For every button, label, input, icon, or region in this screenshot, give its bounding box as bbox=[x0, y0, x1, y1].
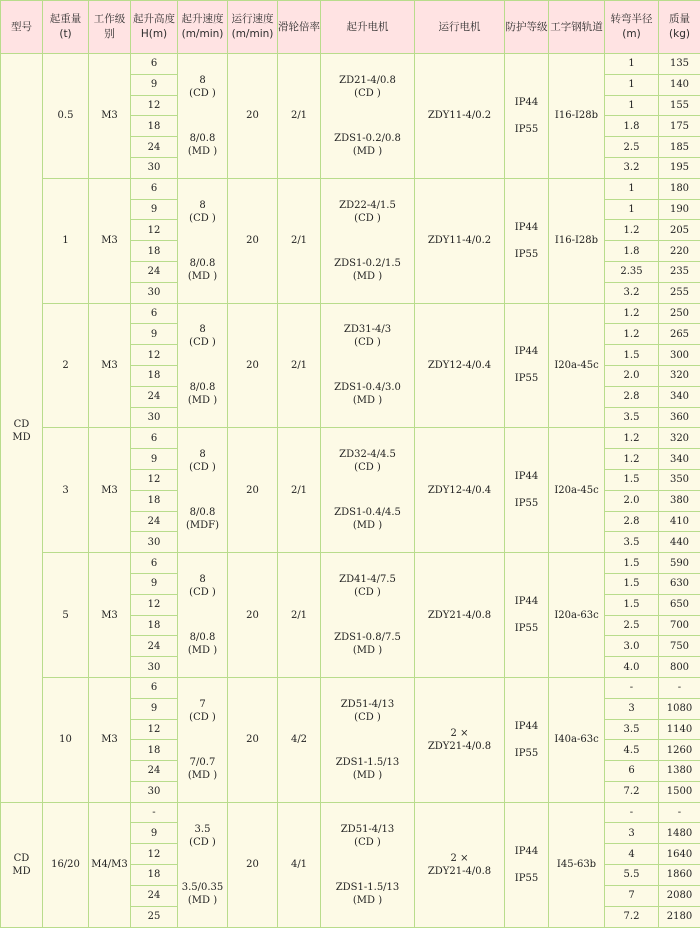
lift-speed-cell bbox=[178, 303, 228, 428]
lift-speed-cell bbox=[178, 553, 228, 678]
height-cell: 30 bbox=[131, 282, 178, 303]
column-header: 防护等级 bbox=[505, 1, 549, 54]
mass-cell: 440 bbox=[659, 532, 700, 553]
lift-motor-cell bbox=[321, 802, 415, 927]
pulley-ratio-cell: 2/1 bbox=[278, 553, 321, 678]
height-cell: 18 bbox=[131, 365, 178, 386]
height-cell: 18 bbox=[131, 116, 178, 137]
height-cell: 18 bbox=[131, 615, 178, 636]
protection-ip44: IP44 bbox=[514, 346, 539, 358]
travel-speed-cell: 20 bbox=[228, 428, 278, 553]
mass-cell: 190 bbox=[659, 199, 700, 220]
radius-cell: 1 bbox=[605, 95, 659, 116]
height-cell: 30 bbox=[131, 407, 178, 428]
table-row bbox=[1, 428, 700, 449]
radius-cell: 3.2 bbox=[605, 157, 659, 178]
mass-cell: 340 bbox=[659, 449, 700, 470]
mass-cell: 265 bbox=[659, 324, 700, 345]
mass-cell: 1080 bbox=[659, 698, 700, 719]
protection-ip55: IP55 bbox=[514, 248, 539, 260]
table-row bbox=[1, 303, 700, 324]
table-row bbox=[1, 54, 700, 75]
column-header: 工作级别 bbox=[89, 1, 131, 54]
pulley-ratio-cell: 2/1 bbox=[278, 178, 321, 303]
table-row bbox=[1, 677, 700, 698]
travel-motor-cell: ZDY21-4/0.8 bbox=[415, 553, 505, 678]
height-cell: 9 bbox=[131, 449, 178, 470]
column-header: 转弯半径 (m) bbox=[605, 1, 659, 54]
radius-cell: 2.8 bbox=[605, 386, 659, 407]
mass-cell: 360 bbox=[659, 407, 700, 428]
column-header: 型号 bbox=[1, 1, 43, 54]
lift-speed-dual: 8/0.8 (MD ) bbox=[187, 132, 218, 157]
radius-cell: 1 bbox=[605, 54, 659, 75]
lift-motor-single: ZD41-4/7.5 (CD ) bbox=[339, 574, 396, 599]
capacity-cell: 10 bbox=[43, 677, 89, 802]
radius-cell: 2.8 bbox=[605, 511, 659, 532]
mass-cell: 175 bbox=[659, 116, 700, 137]
protection-cell bbox=[505, 428, 549, 553]
radius-cell: 2.5 bbox=[605, 137, 659, 158]
rail-cell: I40a-63c bbox=[549, 677, 605, 802]
mass-cell: - bbox=[659, 802, 700, 823]
radius-cell: 2.0 bbox=[605, 490, 659, 511]
rail-cell: I20a-45c bbox=[549, 303, 605, 428]
column-header: 质量 (kg) bbox=[659, 1, 700, 54]
height-cell: 6 bbox=[131, 54, 178, 75]
protection-ip55: IP55 bbox=[514, 623, 539, 635]
height-cell: - bbox=[131, 802, 178, 823]
protection-ip55: IP55 bbox=[514, 373, 539, 385]
mass-cell: 250 bbox=[659, 303, 700, 324]
mass-cell: 700 bbox=[659, 615, 700, 636]
protection-ip55: IP55 bbox=[514, 123, 539, 135]
lift-motor-dual: ZDS1-1.5/13 (MD ) bbox=[335, 756, 400, 781]
work-class-cell: M3 bbox=[89, 677, 131, 802]
lift-speed-dual: 8/0.8 (MD ) bbox=[187, 257, 218, 282]
radius-cell: 3.2 bbox=[605, 282, 659, 303]
height-cell: 12 bbox=[131, 220, 178, 241]
radius-cell: 4.5 bbox=[605, 740, 659, 761]
mass-cell: 350 bbox=[659, 469, 700, 490]
mass-cell: 410 bbox=[659, 511, 700, 532]
protection-cell bbox=[505, 54, 549, 179]
lift-motor-single: ZD21-4/0.8 (CD ) bbox=[339, 74, 396, 99]
pulley-ratio-cell: 4/1 bbox=[278, 802, 321, 927]
work-class-cell: M3 bbox=[89, 178, 131, 303]
mass-cell: 590 bbox=[659, 553, 700, 574]
lift-speed-cell bbox=[178, 54, 228, 179]
protection-cell bbox=[505, 178, 549, 303]
lift-speed-single: 8 (CD ) bbox=[189, 324, 216, 349]
mass-cell: 380 bbox=[659, 490, 700, 511]
lift-motor-dual: ZDS1-0.2/1.5 (MD ) bbox=[334, 257, 401, 282]
rail-cell: I16-I28b bbox=[549, 54, 605, 179]
travel-speed-cell: 20 bbox=[228, 178, 278, 303]
height-cell: 9 bbox=[131, 823, 178, 844]
mass-cell: 1260 bbox=[659, 740, 700, 761]
radius-cell: 1 bbox=[605, 178, 659, 199]
column-header: 滑轮倍率 bbox=[278, 1, 321, 54]
height-cell: 18 bbox=[131, 740, 178, 761]
protection-ip44: IP44 bbox=[514, 221, 539, 233]
radius-cell: 1.8 bbox=[605, 116, 659, 137]
travel-motor-cell: ZDY12-4/0.4 bbox=[415, 303, 505, 428]
radius-cell: 5.5 bbox=[605, 865, 659, 886]
height-cell: 12 bbox=[131, 844, 178, 865]
travel-speed-cell: 20 bbox=[228, 677, 278, 802]
mass-cell: 630 bbox=[659, 573, 700, 594]
radius-cell: 3 bbox=[605, 823, 659, 844]
column-header: 起重量 (t) bbox=[43, 1, 89, 54]
radius-cell: 1.5 bbox=[605, 345, 659, 366]
height-cell: 24 bbox=[131, 511, 178, 532]
height-cell: 18 bbox=[131, 241, 178, 262]
lift-speed-single: 8 (CD ) bbox=[189, 574, 216, 599]
height-cell: 6 bbox=[131, 178, 178, 199]
mass-cell: 320 bbox=[659, 365, 700, 386]
column-header: 运行速度 (m/min) bbox=[228, 1, 278, 54]
mass-cell: 650 bbox=[659, 594, 700, 615]
radius-cell: - bbox=[605, 802, 659, 823]
height-cell: 6 bbox=[131, 677, 178, 698]
travel-speed-cell: 20 bbox=[228, 303, 278, 428]
radius-cell: 1 bbox=[605, 74, 659, 95]
travel-motor-cell: ZDY12-4/0.4 bbox=[415, 428, 505, 553]
model-cell bbox=[1, 802, 43, 927]
pulley-ratio-cell: 2/1 bbox=[278, 303, 321, 428]
height-cell: 24 bbox=[131, 885, 178, 906]
protection-cell bbox=[505, 677, 549, 802]
rail-cell: I45-63b bbox=[549, 802, 605, 927]
work-class-cell: M3 bbox=[89, 54, 131, 179]
lift-speed-single: 7 (CD ) bbox=[189, 698, 216, 723]
lift-speed-dual: 7/0.7 (MD ) bbox=[187, 756, 218, 781]
radius-cell: 1.2 bbox=[605, 449, 659, 470]
radius-cell: 4.0 bbox=[605, 657, 659, 678]
lift-speed-dual: 3.5/0.35 (MD ) bbox=[181, 881, 224, 906]
mass-cell: 155 bbox=[659, 95, 700, 116]
rail-cell: I16-I28b bbox=[549, 178, 605, 303]
radius-cell: 7.2 bbox=[605, 781, 659, 802]
lift-speed-dual: 8/0.8 (MD ) bbox=[187, 382, 218, 407]
mass-cell: 750 bbox=[659, 636, 700, 657]
radius-cell: 3.0 bbox=[605, 636, 659, 657]
lift-speed-single: 8 (CD ) bbox=[189, 199, 216, 224]
table-row bbox=[1, 553, 700, 574]
rail-cell: I20a-45c bbox=[549, 428, 605, 553]
protection-ip44: IP44 bbox=[514, 471, 539, 483]
mass-cell: 205 bbox=[659, 220, 700, 241]
protection-cell bbox=[505, 553, 549, 678]
radius-cell: 7 bbox=[605, 885, 659, 906]
lift-motor-dual: ZDS1-0.8/7.5 (MD ) bbox=[334, 632, 401, 657]
lift-motor-cell bbox=[321, 553, 415, 678]
lift-speed-cell bbox=[178, 677, 228, 802]
capacity-cell: 5 bbox=[43, 553, 89, 678]
height-cell: 6 bbox=[131, 553, 178, 574]
mass-cell: 800 bbox=[659, 657, 700, 678]
work-class-cell: M4/M3 bbox=[89, 802, 131, 927]
radius-cell: 1.2 bbox=[605, 428, 659, 449]
radius-cell: 6 bbox=[605, 761, 659, 782]
capacity-cell: 0.5 bbox=[43, 54, 89, 179]
pulley-ratio-cell: 2/1 bbox=[278, 428, 321, 553]
protection-ip55: IP55 bbox=[514, 498, 539, 510]
capacity-cell: 1 bbox=[43, 178, 89, 303]
protection-cell bbox=[505, 303, 549, 428]
mass-cell: 340 bbox=[659, 386, 700, 407]
height-cell: 12 bbox=[131, 345, 178, 366]
protection-ip55: IP55 bbox=[514, 747, 539, 759]
lift-motor-single: ZD51-4/13 (CD ) bbox=[340, 823, 395, 848]
height-cell: 24 bbox=[131, 137, 178, 158]
work-class-cell: M3 bbox=[89, 553, 131, 678]
mass-cell: 320 bbox=[659, 428, 700, 449]
travel-motor-cell: ZDY11-4/0.2 bbox=[415, 178, 505, 303]
radius-cell: 1 bbox=[605, 199, 659, 220]
protection-cell bbox=[505, 802, 549, 927]
height-cell: 9 bbox=[131, 74, 178, 95]
radius-cell: 3.5 bbox=[605, 532, 659, 553]
height-cell: 24 bbox=[131, 386, 178, 407]
radius-cell: 1.2 bbox=[605, 303, 659, 324]
column-header: 起升电机 bbox=[321, 1, 415, 54]
pulley-ratio-cell: 4/2 bbox=[278, 677, 321, 802]
lift-speed-cell bbox=[178, 428, 228, 553]
mass-cell: 1480 bbox=[659, 823, 700, 844]
mass-cell: 1380 bbox=[659, 761, 700, 782]
mass-cell: 140 bbox=[659, 74, 700, 95]
lift-motor-dual: ZDS1-0.2/0.8 (MD ) bbox=[334, 132, 401, 157]
column-header: 起升高度 H(m) bbox=[131, 1, 178, 54]
radius-cell: 1.5 bbox=[605, 469, 659, 490]
column-header: 起升速度 (m/min) bbox=[178, 1, 228, 54]
height-cell: 9 bbox=[131, 199, 178, 220]
height-cell: 24 bbox=[131, 261, 178, 282]
travel-speed-cell: 20 bbox=[228, 553, 278, 678]
capacity-cell: 16/20 bbox=[43, 802, 89, 927]
protection-ip55: IP55 bbox=[514, 872, 539, 884]
lift-speed-single: 8 (CD ) bbox=[189, 74, 216, 99]
height-cell: 6 bbox=[131, 303, 178, 324]
height-cell: 18 bbox=[131, 865, 178, 886]
radius-cell: 2.0 bbox=[605, 365, 659, 386]
lift-speed-dual: 8/0.8 (MD ) bbox=[187, 632, 218, 657]
height-cell: 12 bbox=[131, 594, 178, 615]
lift-speed-dual: 8/0.8 (MDF) bbox=[186, 507, 219, 532]
capacity-cell: 3 bbox=[43, 428, 89, 553]
height-cell: 30 bbox=[131, 157, 178, 178]
table-row bbox=[1, 802, 700, 823]
radius-cell: 4 bbox=[605, 844, 659, 865]
mass-cell: 1500 bbox=[659, 781, 700, 802]
height-cell: 24 bbox=[131, 636, 178, 657]
travel-motor-cell: ZDY11-4/0.2 bbox=[415, 54, 505, 179]
height-cell: 30 bbox=[131, 781, 178, 802]
radius-cell: 7.2 bbox=[605, 906, 659, 927]
model-label: CD MD bbox=[12, 418, 31, 443]
model-cell bbox=[1, 54, 43, 803]
work-class-cell: M3 bbox=[89, 428, 131, 553]
lift-motor-single: ZD31-4/3 (CD ) bbox=[343, 324, 392, 349]
height-cell: 12 bbox=[131, 95, 178, 116]
lift-motor-cell bbox=[321, 677, 415, 802]
rail-cell: I20a-63c bbox=[549, 553, 605, 678]
mass-cell: 180 bbox=[659, 178, 700, 199]
travel-motor-cell: 2 × ZDY21-4/0.8 bbox=[415, 677, 505, 802]
mass-cell: 300 bbox=[659, 345, 700, 366]
radius-cell: 1.2 bbox=[605, 220, 659, 241]
mass-cell: 2180 bbox=[659, 906, 700, 927]
lift-motor-cell bbox=[321, 54, 415, 179]
protection-ip44: IP44 bbox=[514, 96, 539, 108]
mass-cell: 1860 bbox=[659, 865, 700, 886]
work-class-cell: M3 bbox=[89, 303, 131, 428]
radius-cell: 1.2 bbox=[605, 324, 659, 345]
radius-cell: 3 bbox=[605, 698, 659, 719]
lift-motor-dual: ZDS1-0.4/3.0 (MD ) bbox=[334, 382, 401, 407]
pulley-ratio-cell: 2/1 bbox=[278, 54, 321, 179]
radius-cell: 1.8 bbox=[605, 241, 659, 262]
mass-cell: 135 bbox=[659, 54, 700, 75]
height-cell: 25 bbox=[131, 906, 178, 927]
mass-cell: 185 bbox=[659, 137, 700, 158]
protection-ip44: IP44 bbox=[514, 845, 539, 857]
model-label: CD MD bbox=[12, 852, 31, 877]
lift-speed-cell bbox=[178, 802, 228, 927]
mass-cell: - bbox=[659, 677, 700, 698]
mass-cell: 2080 bbox=[659, 885, 700, 906]
column-header: 运行电机 bbox=[415, 1, 505, 54]
lift-motor-single: ZD51-4/13 (CD ) bbox=[340, 698, 395, 723]
radius-cell: 3.5 bbox=[605, 407, 659, 428]
radius-cell: 1.5 bbox=[605, 594, 659, 615]
radius-cell: 3.5 bbox=[605, 719, 659, 740]
mass-cell: 235 bbox=[659, 261, 700, 282]
height-cell: 9 bbox=[131, 573, 178, 594]
lift-speed-single: 8 (CD ) bbox=[189, 449, 216, 474]
lift-motor-dual: ZDS1-0.4/4.5 (MD ) bbox=[334, 507, 401, 532]
radius-cell: 1.5 bbox=[605, 553, 659, 574]
radius-cell: 1.5 bbox=[605, 573, 659, 594]
radius-cell: 2.5 bbox=[605, 615, 659, 636]
mass-cell: 255 bbox=[659, 282, 700, 303]
lift-motor-cell bbox=[321, 303, 415, 428]
lift-motor-cell bbox=[321, 178, 415, 303]
mass-cell: 1140 bbox=[659, 719, 700, 740]
mass-cell: 220 bbox=[659, 241, 700, 262]
travel-speed-cell: 20 bbox=[228, 802, 278, 927]
lift-speed-single: 3.5 (CD ) bbox=[189, 823, 216, 848]
height-cell: 30 bbox=[131, 532, 178, 553]
height-cell: 9 bbox=[131, 324, 178, 345]
travel-speed-cell: 20 bbox=[228, 54, 278, 179]
lift-motor-single: ZD32-4/4.5 (CD ) bbox=[339, 449, 396, 474]
table-row bbox=[1, 178, 700, 199]
lift-motor-dual: ZDS1-1.5/13 (MD ) bbox=[335, 881, 400, 906]
height-cell: 9 bbox=[131, 698, 178, 719]
mass-cell: 195 bbox=[659, 157, 700, 178]
lift-speed-cell bbox=[178, 178, 228, 303]
height-cell: 18 bbox=[131, 490, 178, 511]
protection-ip44: IP44 bbox=[514, 596, 539, 608]
column-header: 工字钢轨道 bbox=[549, 1, 605, 54]
height-cell: 12 bbox=[131, 469, 178, 490]
radius-cell: 2.35 bbox=[605, 261, 659, 282]
lift-motor-cell bbox=[321, 428, 415, 553]
height-cell: 24 bbox=[131, 761, 178, 782]
radius-cell: - bbox=[605, 677, 659, 698]
height-cell: 12 bbox=[131, 719, 178, 740]
capacity-cell: 2 bbox=[43, 303, 89, 428]
header-row bbox=[1, 1, 700, 54]
height-cell: 6 bbox=[131, 428, 178, 449]
travel-motor-cell: 2 × ZDY21-4/0.8 bbox=[415, 802, 505, 927]
mass-cell: 1640 bbox=[659, 844, 700, 865]
protection-ip44: IP44 bbox=[514, 720, 539, 732]
lift-motor-single: ZD22-4/1.5 (CD ) bbox=[339, 199, 396, 224]
height-cell: 30 bbox=[131, 657, 178, 678]
